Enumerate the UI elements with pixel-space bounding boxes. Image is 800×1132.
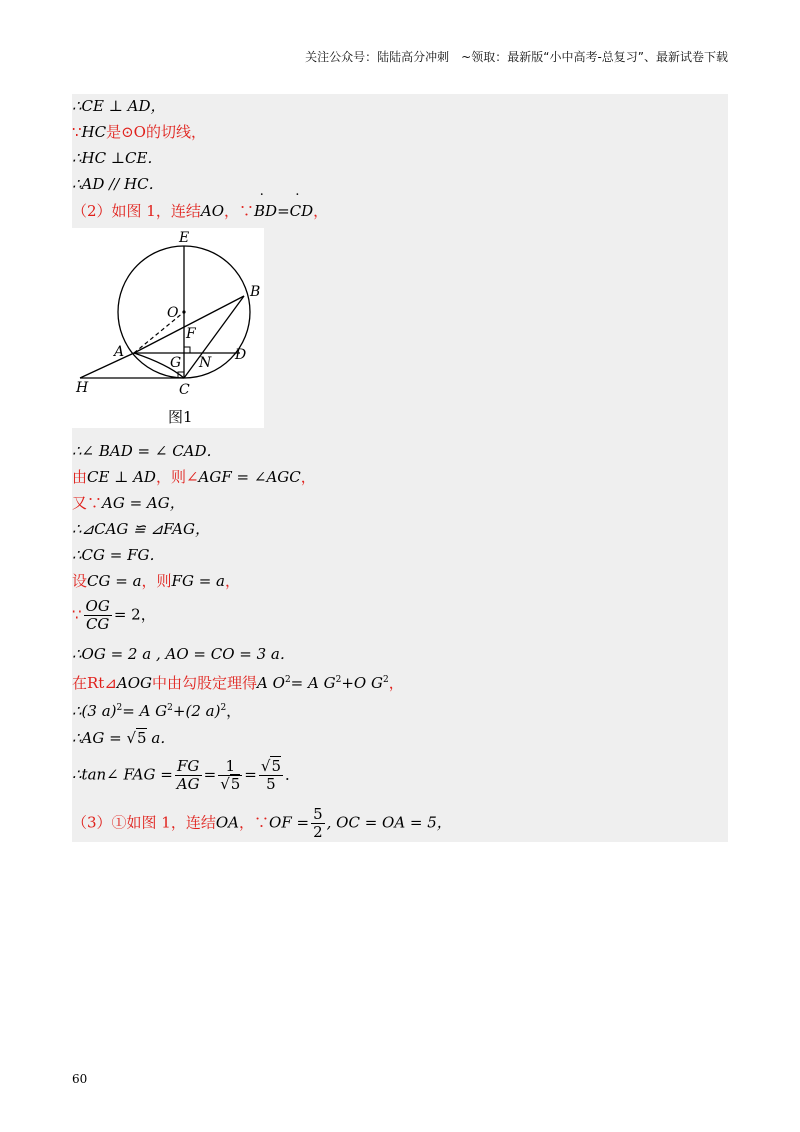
step-bad-eq-cad: ∴∠ BAD = ∠ CAD． <box>72 442 222 460</box>
label-d: D <box>235 347 247 363</box>
step-hc-perp-ce: ∴HC ⊥CE． <box>72 149 163 167</box>
step-ratio-og-cg: ∵ $\frac{OG}{CG}$ = 2， <box>72 597 156 633</box>
label-e: E <box>179 230 190 246</box>
label-n: N <box>199 355 212 371</box>
label-a: A <box>114 344 125 360</box>
step-ag-eq-ag: 又∵AG = AG， <box>72 494 185 512</box>
step-cg-eq-fg: ∴CG = FG． <box>72 546 165 564</box>
label-o: O <box>167 305 179 321</box>
label-h: H <box>76 380 89 396</box>
step-ag-value: ∴AG = √5 a． <box>72 729 176 747</box>
point-o <box>182 310 185 313</box>
step-substitute: ∴(3 a)$^2$= A $G^2+(2$ a)$^2$， <box>72 702 242 720</box>
step-part2-intro: （2）如图 1，连结AO，∵˙ BD=˙ CD， <box>72 202 328 220</box>
step-part3-intro: （3）①如图 1，连结OA，∵OF = $\frac{5}{2}$ , OC = OA = 5， <box>72 805 452 841</box>
label-c: C <box>179 382 190 398</box>
label-g: G <box>170 355 182 371</box>
step-ad-parallel-hc: ∴AD // HC． <box>72 175 164 193</box>
right-angle-mark-g <box>184 347 190 353</box>
page-header: 关注公众号：陆陆高分冲刺 ~领取：最新版“小中高考-总复习”、最新试卷下载 <box>305 50 728 64</box>
step-let-cg: 设CG = a，则FG = a， <box>72 572 240 590</box>
step-ce-perp-ad: ∴CE ⊥ AD， <box>72 97 166 115</box>
step-pythagoras: 在Rt⊿AOG中由勾股定理得A $O^2= A$ $G^2+O$ $G^2$， <box>72 674 404 692</box>
solution-block <box>72 94 728 842</box>
segment-ab <box>134 296 244 353</box>
figure-caption: 图1 <box>168 408 193 426</box>
step-agf-eq-agc: 由CE ⊥ AD，则∠AGF = ∠AGC， <box>72 468 316 486</box>
step-hc-tangent: ∵HC是⊙O的切线， <box>72 123 206 141</box>
step-tan-fag: ∴tan∠ FAG = $\frac{FG}{AG}$ = $\frac{1}{√5}$ = $\frac{√5}{5}$ ． <box>72 757 300 793</box>
step-congruent: ∴⊿CAG ≌ ⊿FAG， <box>72 520 210 538</box>
step-og-ao: ∴OG = 2 a , AO = CO = 3 a． <box>72 645 295 663</box>
figure-1 <box>72 228 264 428</box>
page-number: 60 <box>72 1072 88 1086</box>
label-f: F <box>186 326 196 342</box>
label-b: B <box>250 284 261 300</box>
segment-ha <box>80 353 134 378</box>
geometry-diagram <box>72 228 264 428</box>
